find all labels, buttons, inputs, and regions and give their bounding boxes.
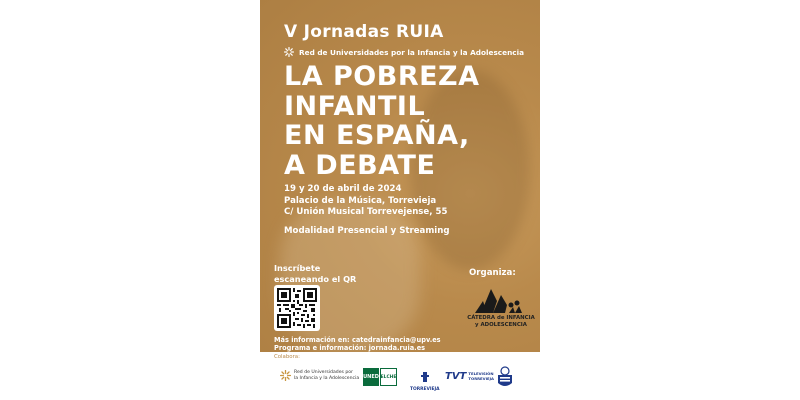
torrevieja-emblem-icon [418,371,432,383]
event-venue: Palacio de la Música, Torrevieja [284,195,437,206]
qr-label-line: Inscríbete [274,263,321,273]
headline [284,62,480,180]
event-title: V Jornadas RUIA [284,22,444,42]
qr-code[interactable] [274,285,320,331]
colabora-label: Colabora: [274,354,300,360]
tvt-name: TELEVISIÓN TORREVIEJA [468,370,494,381]
organizer-name: y ADOLESCENCIA [475,322,527,328]
uned-center: ELCHE [380,368,397,386]
event-address: C/ Unión Musical Torrevejense, 55 [284,207,448,217]
event-details [284,184,447,219]
ruia-star-icon [284,47,294,57]
headline-line: INFANTIL [284,90,426,122]
headline-line: A DEBATE [284,149,436,181]
event-modality: Modalidad Presencial y Streaming [284,226,450,236]
organizer-name: CÁTEDRA de INFANCIA [467,315,535,321]
ruia-star-icon [280,370,291,381]
contact-info [274,336,441,353]
torrevieja-name: TORREVIEJA [410,387,440,392]
qr-code-icon [277,288,317,328]
organizer-label: Organiza: [469,268,516,278]
ruia-sponsor-logo [280,370,359,381]
headline-line: EN ESPAÑA, [284,120,470,151]
qr-label [274,263,356,284]
uned-mark: UNED [363,368,379,386]
ruia-name-line: Red de Universidades por [294,370,353,375]
ruia-name-line: la Infancia y la Adolescencia [294,375,360,381]
catedra-logo [467,283,535,347]
contact-email: Más información en: catedrainfancia@upv.es [274,336,441,344]
tvt-logo [445,371,494,382]
uned-logo [363,368,397,386]
headline-line: LA POBREZA [284,61,480,92]
event-poster [260,0,540,400]
event-date: 19 y 20 de abril de 2024 [284,184,402,194]
qr-label-line: escaneando el QR [274,273,357,284]
club-crest-icon [496,366,514,390]
program-website: Programa e información: jornada.ruia.es [274,344,426,353]
club-crest-logo [496,366,514,394]
event-subtitle: Red de Universidades por la Infancia y la Adolescencia [299,47,525,57]
subtitle-row [284,47,524,57]
sponsor-footer [260,352,540,400]
torrevieja-logo [410,368,440,392]
catedra-logo-icon [467,283,535,315]
poster-background-photo [260,0,540,352]
tvt-mark: TVT [445,371,467,382]
